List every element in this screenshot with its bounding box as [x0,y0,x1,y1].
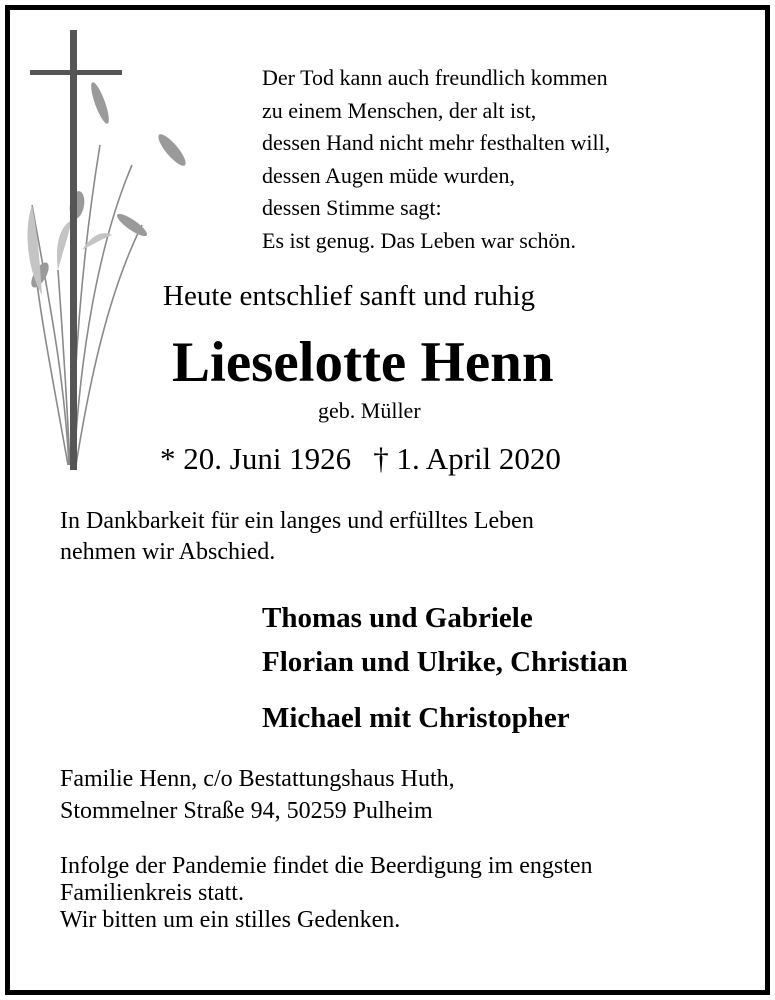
poem [262,62,610,257]
death-date: † 1. April 2020 [373,441,561,476]
thanks-text [60,506,534,568]
notice-line: Familienkreis statt. [60,880,244,906]
poem-line: dessen Augen müde wurden, [262,162,515,188]
poem-line: Es ist genug. Das Leben war schön. [262,227,577,253]
notice-line: Infolge der Pandemie findet die Beerdigung im engsten [60,853,593,879]
poem-line: dessen Hand nicht mehr festhalten will, [262,130,611,155]
thanks-line: In Dankbarkeit für ein langes und erfülltes Leben [60,508,534,534]
birth-date: * 20. Juni 1926 [160,441,352,476]
poem-line: zu einem Menschen, der alt ist, [262,97,537,123]
maiden-name: geb. Müller [318,398,421,423]
funeral-notice [60,853,593,934]
intro-line: Heute entschlief sanft und ruhig [163,280,536,312]
thanks-line: nehmen wir Abschied. [60,539,276,565]
poem-line: dessen Stimme sagt: [262,195,442,220]
cross-with-wheat-icon [22,25,197,480]
family-line: Florian und Ulrike, Christian [262,646,628,678]
address-line: Stommelner Straße 94, 50259 Pulheim [60,798,433,824]
notice-line: Wir bitten um ein stilles Gedenken. [60,907,401,933]
address [60,763,455,827]
deceased-name: Lieselotte Henn [172,331,554,394]
address-line: Familie Henn, c/o Bestattungshaus Huth, [60,766,455,792]
poem-line: Der Tod kann auch freundlich kommen [262,65,608,90]
family-line: Thomas und Gabriele [262,602,533,634]
family-line: Michael mit Christopher [262,702,570,734]
life-dates [160,439,561,479]
